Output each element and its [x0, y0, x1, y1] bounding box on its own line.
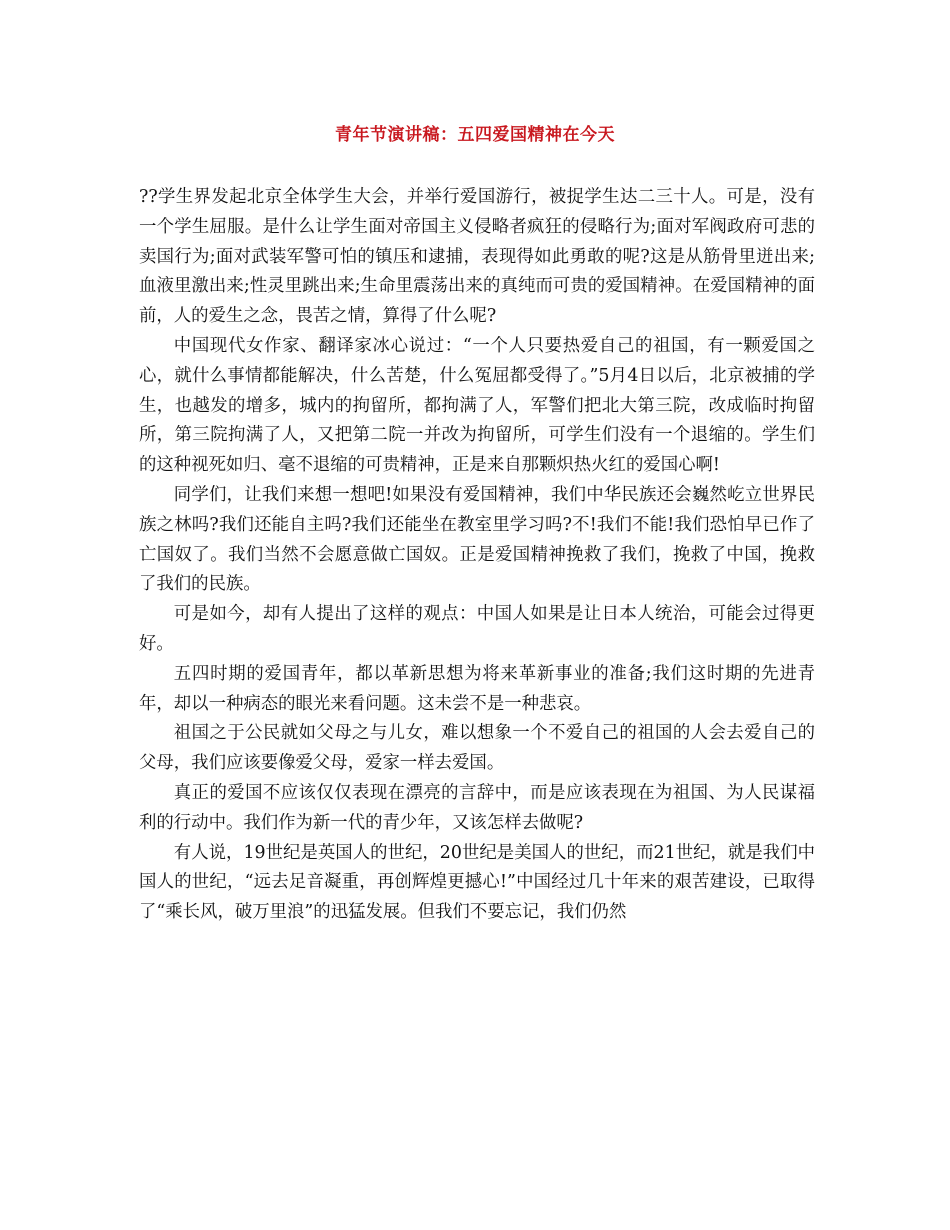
- paragraph: 祖国之于公民就如父母之与儿女，难以想象一个不爱自己的祖国的人会去爱自己的父母，我们应该要像爱父母，爱家一样去爱国。: [139, 723, 815, 774]
- paragraph: 可是如今，却有人提出了这样的观点：中国人如果是让日本人统治，可能会过得更好。: [139, 604, 815, 654]
- paragraph: 有人说，19世纪是英国人的世纪，20世纪是美国人的世纪，而21世纪，就是我们中国人的世纪，“远去足音凝重，再创辉煌更撼心!”中国经过几十年来的艰苦建设，已取得了“乘长风，破万里浪”的迅猛发展。但我们不要忘记，我们仍然: [139, 842, 815, 923]
- document-body: [139, 183, 815, 928]
- paragraph: 中国现代女作家、翻译家冰心说过：“一个人只要热爱自己的祖国，有一颗爱国之心，就什么事情都能解决，什么苦楚，什么冤屈都受得了。”5月4日以后，北京被捕的学生，也越发的增多，城内的拘留所，都拘满了人，军警们把北大第三院，改成临时拘留所，第三院拘满了人，又把第二院一并改为拘留所，可学生们没有一个退缩的。学生们的这种视死如归、毫不退缩的可贵精神，正是来自那颗炽热火红的爱国心啊!: [139, 335, 815, 476]
- paragraph: 五四时期的爱国青年，都以革新思想为将来革新事业的准备;我们这时期的先进青年，却以一种病态的眼光来看问题。这未尝不是一种悲哀。: [139, 663, 815, 714]
- paragraph: 真正的爱国不应该仅仅表现在漂亮的言辞中，而是应该表现在为祖国、为人民谋福利的行动中。我们作为新一代的青少年，又该怎样去做呢?: [139, 782, 815, 833]
- paragraph: 同学们，让我们来想一想吧!如果没有爱国精神，我们中华民族还会巍然屹立世界民族之林吗?我们还能自主吗?我们还能坐在教室里学习吗?不!我们不能!我们恐怕早已作了亡国奴了。我们当然不会愿意做亡国奴。正是爱国精神挽救了我们，挽救了中国，挽救了我们的民族。: [139, 484, 815, 595]
- document-title: 青年节演讲稿：五四爱国精神在今天: [335, 125, 615, 145]
- paragraph: ??学生界发起北京全体学生大会，并举行爱国游行，被捉学生达二三十人。可是，没有一个学生屈服。是什么让学生面对帝国主义侵略者疯狂的侵略行为;面对军阀政府可悲的卖国行为;面对武装军警可怕的镇压和逮捕，表现得如此勇敢的呢?这是从筋骨里迸出来;血液里激出来;性灵里跳出来;生命里震荡出来的真纯而可贵的爱国精神。在爱国精神的面前，人的爱生之念，畏苦之情，算得了什么呢?: [139, 187, 815, 327]
